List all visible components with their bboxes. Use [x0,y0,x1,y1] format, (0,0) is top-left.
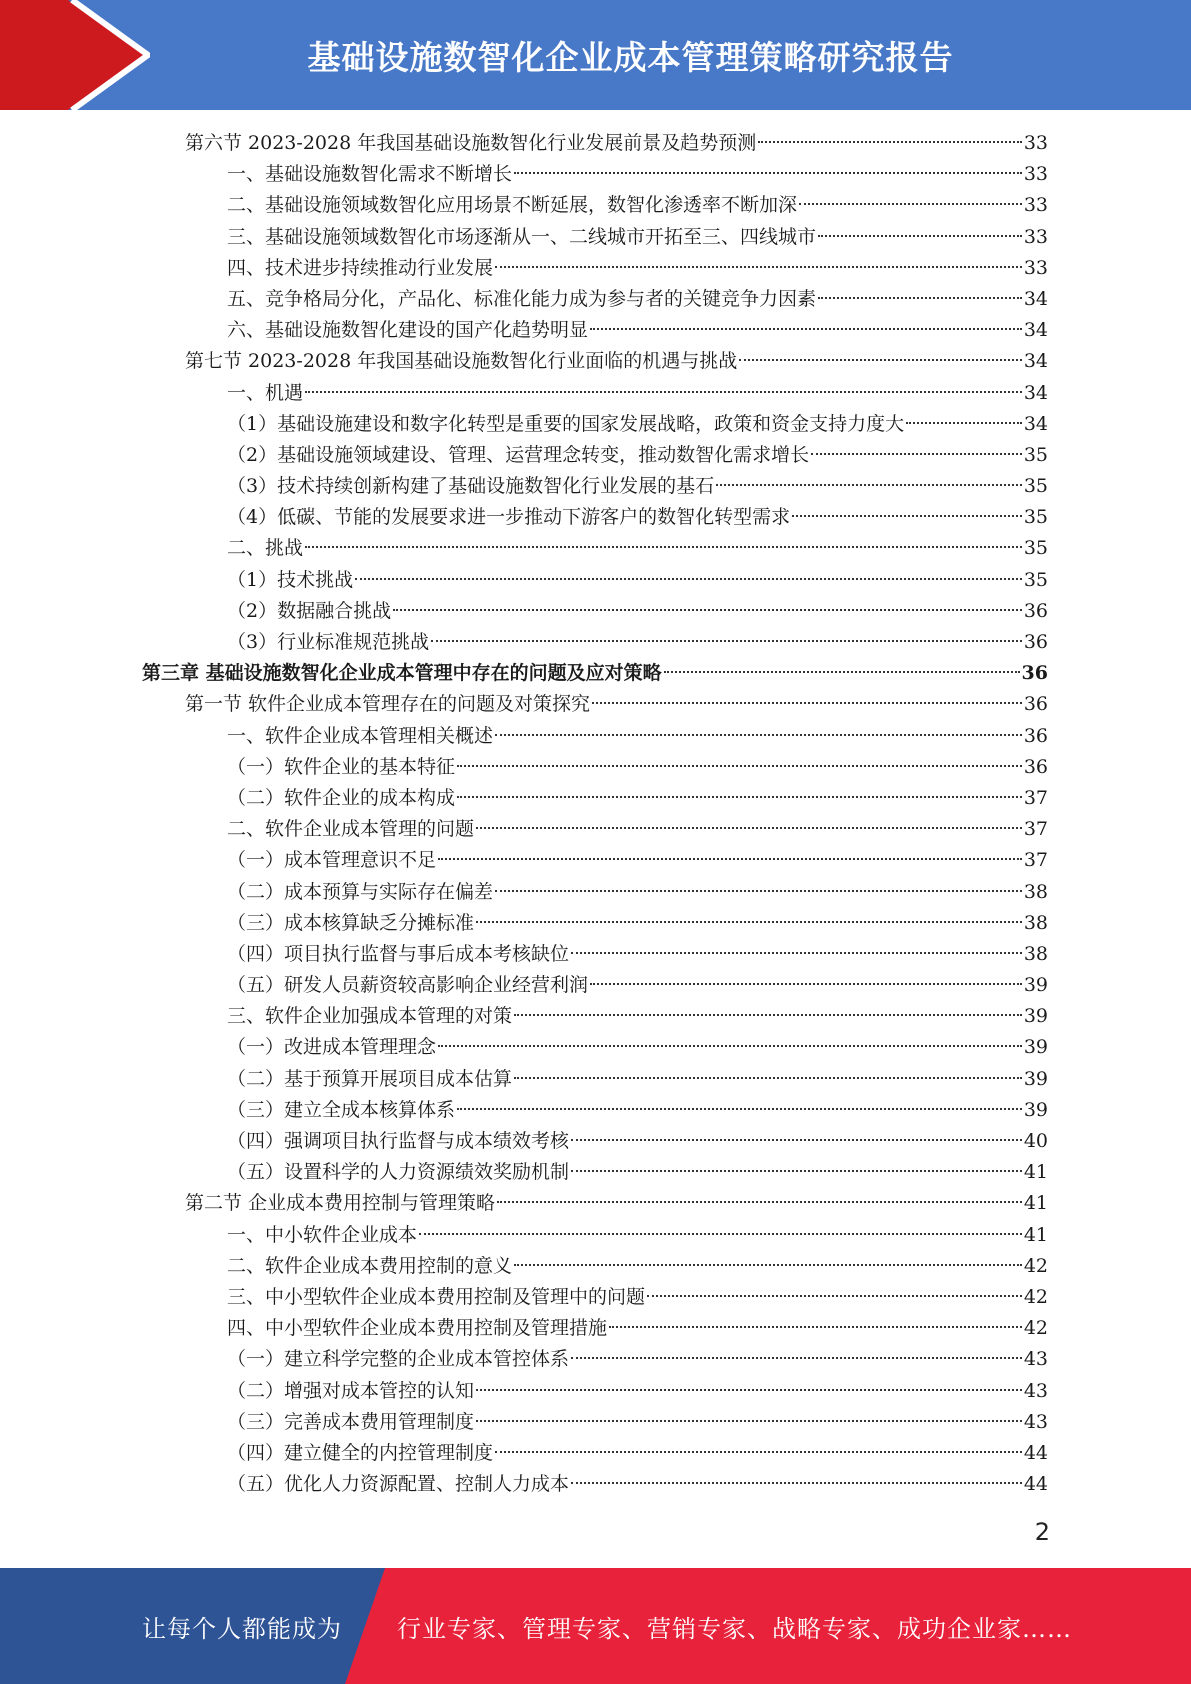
toc-entry-page: 33 [1023,194,1048,217]
toc-entry-label: （四）项目执行监督与事后成本考核缺位 [227,942,570,965]
footer-slogan-right: 行业专家、管理专家、营销专家、战略专家、成功企业家…… [397,1614,1072,1643]
toc-entry-label: 四、技术进步持续推动行业发展 [227,256,494,279]
toc-entry-label: 五、竞争格局分化，产品化、标准化能力成为参与者的关键竞争力因素 [227,287,817,310]
toc-entry-page: 43 [1023,1379,1048,1402]
toc-entry-page: 39 [1023,974,1048,997]
toc-entry-page: 41 [1023,1192,1048,1215]
toc-subsection-entry[interactable] [142,565,1048,596]
toc-entry-page: 42 [1023,1285,1048,1308]
toc-entry-label: 三、软件企业加强成本管理的对策 [227,1005,513,1028]
toc-entry-label: （4）低碳、节能的发展要求进一步推动下游客户的数智化转型需求 [227,506,791,529]
toc-dot-leader [739,359,1022,361]
toc-entry-label: 第一节 软件企业成本管理存在的问题及对策探究 [185,693,591,716]
toc-subsection-entry[interactable] [142,471,1048,502]
toc-dot-leader [419,1233,1022,1235]
toc-entry-page: 34 [1023,319,1048,342]
toc-entry-label: 一、软件企业成本管理相关概述 [227,724,494,747]
toc-entry-page: 44 [1023,1473,1048,1496]
toc-entry-label: （四）强调项目执行监督与成本绩效考核 [227,1130,570,1152]
toc-subsection-entry[interactable] [142,440,1048,471]
toc-entry-page: 33 [1023,256,1048,279]
toc-entry-page: 42 [1023,1317,1048,1340]
toc-subsection-entry[interactable] [142,814,1048,845]
toc-subsection-entry[interactable] [142,253,1048,284]
toc-dot-leader [647,1295,1022,1297]
toc-section-entry[interactable] [142,689,1048,720]
toc-section-entry[interactable] [142,128,1048,159]
toc-entry-label: （1）基础设施建设和数字化转型是重要的国家发展战略，政策和资金支持力度大 [227,412,905,435]
toc-subsection-entry[interactable] [142,409,1048,440]
toc-dot-leader [571,952,1022,954]
toc-dot-leader [393,609,1022,611]
toc-entry-page: 34 [1023,287,1048,310]
toc-dot-leader [571,1170,1022,1172]
toc-dot-leader [497,1201,1022,1203]
toc-subsection-entry[interactable] [142,783,1048,814]
toc-entry-label: 六、基础设施数智化建设的国产化趋势明显 [227,319,589,342]
toc-entry-page: 36 [1023,724,1048,747]
toc-subsection-entry[interactable] [142,315,1048,346]
footer-slogan-left: 让每个人都能成为 [142,1614,342,1643]
toc-subsection-entry[interactable] [142,627,1048,658]
toc-entry-page: 34 [1023,381,1048,404]
toc-entry-label: 四、中小型软件企业成本费用控制及管理措施 [227,1317,608,1340]
toc-entry-label: 三、中小型软件企业成本费用控制及管理中的问题 [227,1285,646,1308]
toc-dot-leader [457,796,1022,798]
red-arrow-banner [0,0,150,110]
footer-banner [0,1568,1191,1684]
toc-entry-label: 三、基础设施领域数智化市场逐渐从一、二线城市开拓至三、四线城市 [227,225,817,248]
toc-entry-label: （二）软件企业的成本构成 [227,786,456,809]
toc-subsection-entry[interactable] [142,721,1048,752]
toc-subsection-entry[interactable] [142,877,1048,908]
toc-dot-leader [571,1482,1022,1484]
toc-entry-label: （三）成本核算缺乏分摊标准 [227,911,475,934]
toc-entry-page: 41 [1023,1161,1048,1184]
toc-subsection-entry[interactable] [142,159,1048,190]
toc-entry-label: 第七节 2023-2028 年我国基础设施数智化行业面临的机遇与挑战 [185,350,738,373]
toc-subsection-entry[interactable] [142,190,1048,221]
toc-chapter-entry[interactable] [142,658,1048,689]
toc-entry-label: （五）设置科学的人力资源绩效奖励机制 [227,1161,570,1184]
toc-entry-page: 35 [1023,443,1048,466]
toc-dot-leader [514,1264,1022,1266]
toc-entry-label: （一）成本管理意识不足 [227,849,437,872]
toc-entry-page: 34 [1023,412,1048,435]
toc-entry-page: 38 [1023,880,1048,903]
toc-dot-leader [305,391,1022,393]
toc-entry-page: 35 [1023,475,1048,498]
toc-dot-leader [514,172,1022,174]
toc-entry-label: （五）优化人力资源配置、控制人力成本 [227,1473,570,1496]
toc-subsection-entry[interactable] [142,752,1048,783]
toc-subsection-entry[interactable] [142,1469,1048,1500]
toc-entry-label: （二）基于预算开展项目成本估算 [227,1067,513,1090]
toc-entry-page: 33 [1023,163,1048,186]
toc-subsection-entry[interactable] [142,1064,1048,1095]
page-number: 2 [1034,1518,1050,1546]
toc-dot-leader [476,1420,1022,1422]
toc-dot-leader [571,1139,1022,1141]
toc-dot-leader [906,422,1022,424]
toc-dot-leader [438,1045,1022,1047]
toc-dot-leader [495,266,1022,268]
toc-dot-leader [476,1389,1022,1391]
toc-subsection-entry[interactable] [142,1407,1048,1438]
toc-section-entry[interactable] [142,346,1048,377]
toc-entry-page: 33 [1023,225,1048,248]
toc-entry-label: 一、机遇 [227,381,304,404]
toc-dot-leader [305,546,1022,548]
toc-dot-leader [571,1357,1022,1359]
toc-entry-label: 一、基础设施数智化需求不断增长 [227,163,513,186]
toc-dot-leader [438,858,1022,860]
toc-subsection-entry[interactable] [142,845,1048,876]
toc-entry-label: （二）增强对成本管控的认知 [227,1379,475,1402]
toc-subsection-entry[interactable] [142,1344,1048,1375]
toc-dot-leader [664,671,1020,673]
toc-entry-page: 39 [1023,1036,1048,1059]
toc-dot-leader [476,827,1022,829]
toc-subsection-entry[interactable] [142,1282,1048,1313]
toc-subsection-entry[interactable] [142,378,1048,409]
toc-dot-leader [355,578,1022,580]
toc-subsection-entry[interactable] [142,596,1048,627]
toc-dot-leader [457,765,1022,767]
toc-subsection-entry[interactable] [142,908,1048,939]
toc-entry-label: （一）建立科学完整的企业成本管控体系 [227,1348,570,1371]
toc-subsection-entry[interactable] [142,1032,1048,1063]
toc-subsection-entry[interactable] [142,533,1048,564]
toc-dot-leader [495,890,1022,892]
toc-entry-label: 第六节 2023-2028 年我国基础设施数智化行业发展前景及趋势预测 [185,132,757,154]
toc-subsection-entry[interactable] [142,1220,1048,1251]
toc-entry-page: 37 [1023,786,1048,809]
toc-entry-page: 39 [1023,1005,1048,1028]
toc-dot-leader [818,297,1022,299]
toc-dot-leader [592,702,1022,704]
toc-subsection-entry[interactable] [142,1251,1048,1282]
toc-dot-leader [799,203,1022,205]
toc-entry-page: 40 [1023,1130,1048,1152]
toc-subsection-entry[interactable] [142,1095,1048,1126]
toc-entry-page: 36 [1023,631,1048,653]
toc-dot-leader [476,921,1022,923]
toc-entry-label: 二、基础设施领域数智化应用场景不断延展，数智化渗透率不断加深 [227,194,798,217]
toc-entry-page: 37 [1023,849,1048,872]
toc-entry-label: 一、中小软件企业成本 [227,1223,418,1246]
toc-dot-leader [514,1077,1022,1079]
toc-subsection-entry[interactable] [142,1126,1048,1157]
toc-section-entry[interactable] [142,1188,1048,1219]
toc-entry-label: （1）技术挑战 [227,568,354,591]
toc-entry-page: 43 [1023,1410,1048,1433]
toc-subsection-entry[interactable] [142,1001,1048,1032]
toc-subsection-entry[interactable] [142,939,1048,970]
toc-entry-label: （三）建立全成本核算体系 [227,1098,456,1121]
toc-dot-leader [590,983,1022,985]
toc-entry-label: （2）基础设施领域建设、管理、运营理念转变，推动数智化需求增长 [227,443,810,466]
toc-entry-label: 第三章 基础设施数智化企业成本管理中存在的问题及应对策略 [142,662,662,685]
toc-entry-page: 39 [1023,1098,1048,1121]
toc-entry-page: 38 [1023,911,1048,934]
toc-entry-label: 二、软件企业成本费用控制的意义 [227,1254,513,1277]
toc-entry-page: 36 [1023,755,1048,778]
toc-subsection-entry[interactable] [142,1438,1048,1469]
toc-entry-label: （三）完善成本费用管理制度 [227,1410,475,1433]
toc-entry-label: （四）建立健全的内控管理制度 [227,1441,494,1464]
toc-subsection-entry[interactable] [142,1376,1048,1407]
toc-entry-label: （一）软件企业的基本特征 [227,755,456,778]
toc-subsection-entry[interactable] [142,222,1048,253]
toc-entry-label: 二、挑战 [227,537,304,560]
toc-entry-page: 37 [1023,818,1048,841]
toc-entry-page: 35 [1023,506,1048,529]
toc-entry-page: 38 [1023,942,1048,965]
toc-entry-page: 36 [1023,693,1048,716]
toc-entry-page: 36 [1021,662,1048,685]
toc-dot-leader [495,1451,1022,1453]
toc-entry-page: 44 [1023,1441,1048,1464]
toc-dot-leader [457,1108,1022,1110]
toc-entry-page: 43 [1023,1348,1048,1371]
toc-dot-leader [818,235,1022,237]
toc-subsection-entry[interactable] [142,1157,1048,1188]
toc-entry-label: （3）行业标准规范挑战 [227,631,430,653]
toc-dot-leader [716,484,1022,486]
toc-subsection-entry[interactable] [142,970,1048,1001]
toc-dot-leader [811,453,1022,455]
toc-entry-label: 二、软件企业成本管理的问题 [227,818,475,841]
toc-entry-page: 41 [1023,1223,1048,1246]
report-header [0,0,1191,110]
toc-dot-leader [514,1014,1022,1016]
report-title: 基础设施数智化企业成本管理策略研究报告 [307,37,954,77]
toc-entry-page: 34 [1023,350,1048,373]
toc-dot-leader [431,640,1022,642]
table-of-contents [142,128,1048,1500]
toc-subsection-entry[interactable] [142,502,1048,533]
toc-dot-leader [590,328,1022,330]
toc-subsection-entry[interactable] [142,284,1048,315]
toc-entry-label: （一）改进成本管理理念 [227,1036,437,1059]
toc-dot-leader [758,141,1022,143]
toc-entry-label: （3）技术持续创新构建了基础设施数智化行业发展的基石 [227,475,715,498]
toc-dot-leader [495,734,1022,736]
toc-entry-page: 39 [1023,1067,1048,1090]
toc-dot-leader [609,1326,1022,1328]
toc-entry-label: （2）数据融合挑战 [227,599,392,622]
toc-entry-page: 42 [1023,1254,1048,1277]
toc-entry-page: 33 [1023,132,1048,154]
toc-entry-page: 35 [1023,537,1048,560]
toc-entry-label: 第二节 企业成本费用控制与管理策略 [185,1192,496,1215]
toc-entry-page: 35 [1023,568,1048,591]
toc-dot-leader [792,515,1022,517]
toc-subsection-entry[interactable] [142,1313,1048,1344]
toc-entry-label: （二）成本预算与实际存在偏差 [227,880,494,903]
toc-entry-page: 36 [1023,599,1048,622]
toc-entry-label: （五）研发人员薪资较高影响企业经营利润 [227,974,589,997]
